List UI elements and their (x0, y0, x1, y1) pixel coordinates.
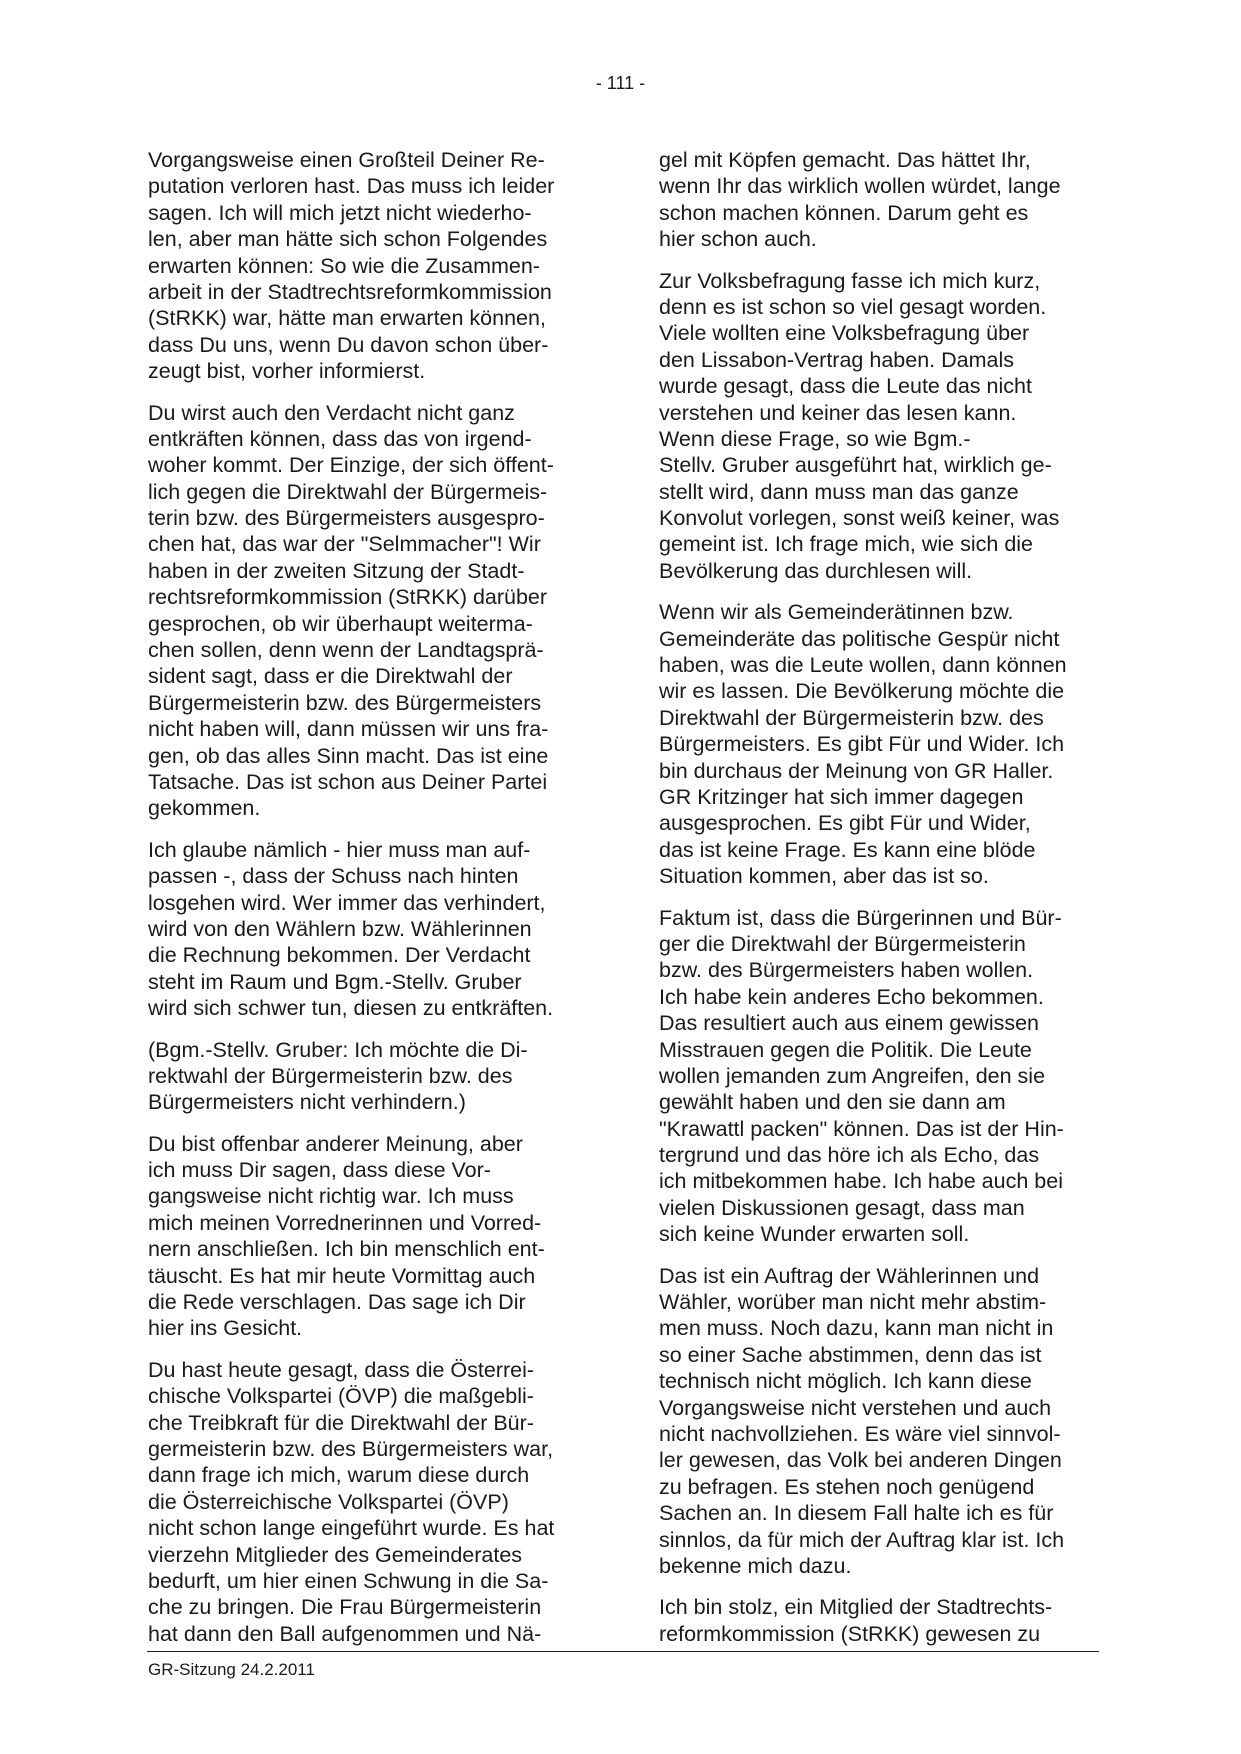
text-line: dass Du uns, wenn Du davon schon über- (148, 332, 549, 357)
text-line: Du hast heute gesagt, dass die Österrei- (148, 1357, 535, 1382)
text-line: Direktwahl der Bürgermeisterin bzw. des (659, 705, 1044, 730)
paragraph (659, 147, 1099, 253)
text-line: bedurft, um hier einen Schwung in die Sa- (148, 1568, 549, 1593)
text-line: bin durchaus der Meinung von GR Haller. (659, 758, 1054, 783)
text-line: arbeit in der Stadtrechtsreformkommission (148, 279, 552, 304)
text-line: Bürgermeisterin bzw. des Bürgermeisters (148, 690, 542, 715)
text-line: chen hat, das war der "Selmmacher"! Wir (148, 532, 541, 557)
text-line: (StRKK) war, hätte man erwarten können, (148, 306, 546, 331)
text-line: so einer Sache abstimmen, denn das ist (659, 1342, 1042, 1367)
text-line: chische Volkspartei (ÖVP) die maßgebli- (148, 1384, 534, 1409)
text-line: wir es lassen. Die Bevölkerung möchte die (659, 679, 1065, 704)
text-line: den Lissabon-Vertrag haben. Damals (659, 347, 1014, 372)
text-line: ger die Direktwahl der Bürgermeisterin (659, 931, 1026, 956)
paragraph (148, 400, 588, 822)
text-line: ich mitbekommen habe. Ich habe auch bei (659, 1169, 1063, 1194)
text-line: che zu bringen. Die Frau Bürgermeisterin (148, 1595, 542, 1620)
text-line: Stellv. Gruber ausgeführt hat, wirklich ge- (659, 453, 1052, 478)
text-line: gangsweise nicht richtig war. Ich muss (148, 1184, 514, 1209)
text-line: wurde gesagt, dass die Leute das nicht (659, 374, 1032, 399)
text-line: zeugt bist, vorher informierst. (148, 359, 426, 384)
paragraph (148, 1037, 588, 1116)
text-line: Konvolut vorlegen, sonst weiß keiner, was (659, 506, 1060, 531)
text-line: gewählt haben und den sie dann am (659, 1090, 1006, 1115)
text-line: rechtsreformkommission (StRKK) darüber (148, 585, 548, 610)
paragraph (659, 1594, 1099, 1647)
text-line: Tatsache. Das ist schon aus Deiner Partei (148, 769, 548, 794)
text-line: sident sagt, dass er die Direktwahl der (148, 664, 513, 689)
text-line: wird sich schwer tun, diesen zu entkräften. (148, 996, 554, 1021)
text-line: Gemeinderäte das politische Gespür nicht (659, 626, 1060, 651)
text-line: reformkommission (StRKK) gewesen zu (659, 1621, 1041, 1646)
text-line: Bevölkerung das durchlesen will. (659, 558, 973, 583)
text-line: Bürgermeisters nicht verhindern.) (148, 1090, 466, 1115)
paragraph (659, 268, 1099, 585)
text-line: bekenne mich dazu. (659, 1553, 852, 1578)
text-line: gemeint ist. Ich frage mich, wie sich die (659, 532, 1034, 557)
text-line: vierzehn Mitglieder des Gemeinderates (148, 1542, 523, 1567)
text-line: rektwahl der Bürgermeisterin bzw. des (148, 1063, 513, 1088)
text-line: mich meinen Vorrednerinnen und Vorred- (148, 1210, 542, 1235)
paragraph (148, 1131, 588, 1342)
text-line: Bürgermeisters. Es gibt Für und Wider. Ich (659, 732, 1065, 757)
text-line: germeisterin bzw. des Bürgermeisters war, (148, 1436, 554, 1461)
footer-divider (147, 1651, 1099, 1652)
text-line: lich gegen die Direktwahl der Bürgermeis- (148, 479, 548, 504)
text-line: Wähler, worüber man nicht mehr abstim- (659, 1290, 1047, 1315)
text-line: hat dann den Ball aufgenommen und Nä- (148, 1621, 542, 1646)
text-line: passen -, dass der Schuss nach hinten (148, 864, 519, 889)
text-line: "Krawattl packen" können. Das ist der Hin- (659, 1116, 1064, 1141)
text-line: (Bgm.-Stellv. Gruber: Ich möchte die Di- (148, 1037, 528, 1062)
text-line: Viele wollten eine Volksbefragung über (659, 321, 1030, 346)
text-line: che Treibkraft für die Direktwahl der Bür- (148, 1410, 534, 1435)
paragraph (148, 1357, 588, 1647)
paragraph (659, 599, 1099, 889)
paragraph (659, 1263, 1099, 1580)
text-line: haben in der zweiten Sitzung der Stadt- (148, 558, 525, 583)
text-line: steht im Raum und Bgm.-Stellv. Gruber (148, 969, 522, 994)
text-line: ler gewesen, das Volk bei anderen Dingen (659, 1448, 1062, 1473)
text-line: tergrund und das höre ich als Echo, das (659, 1143, 1040, 1168)
text-line: nicht schon lange eingeführt wurde. Es hat (148, 1516, 555, 1541)
text-line: nicht nachvollziehen. Es wäre viel sinnvol- (659, 1421, 1061, 1446)
text-line: Ich bin stolz, ein Mitglied der Stadtrechts- (659, 1595, 1053, 1620)
text-line: denn es ist schon so viel gesagt worden. (659, 294, 1047, 319)
text-line: hier schon auch. (659, 227, 817, 252)
text-line: terin bzw. des Bürgermeisters ausgespro- (148, 506, 545, 531)
text-line: Ich habe kein anderes Echo bekommen. (659, 984, 1044, 1009)
text-line: ich muss Dir sagen, dass diese Vor- (148, 1158, 491, 1183)
text-line: men muss. Noch dazu, kann man nicht in (659, 1316, 1054, 1341)
text-line: erwarten können: So wie die Zusammen- (148, 253, 540, 278)
text-line: Du bist offenbar anderer Meinung, aber (148, 1131, 523, 1156)
text-line: bzw. des Bürgermeisters haben wollen. (659, 958, 1034, 983)
text-line: gen, ob das alles Sinn macht. Das ist eine (148, 743, 549, 768)
text-line: schon machen können. Darum geht es (659, 200, 1029, 225)
right-text-column (659, 147, 1099, 1662)
text-line: die Österreichische Volkspartei (ÖVP) (148, 1489, 509, 1514)
text-line: nicht haben will, dann müssen wir uns fra- (148, 717, 549, 742)
text-line: GR Kritzinger hat sich immer dagegen (659, 784, 1024, 809)
text-line: sagen. Ich will mich jetzt nicht wiederho- (148, 200, 532, 225)
text-line: Vorgangsweise nicht verstehen und auch (659, 1395, 1052, 1420)
page-number: - 111 - (595, 73, 646, 93)
text-line: die Rechnung bekommen. Der Verdacht (148, 943, 531, 968)
text-line: gel mit Köpfen gemacht. Das hättet Ihr, (659, 148, 1031, 172)
text-line: Das resultiert auch aus einem gewissen (659, 1011, 1040, 1036)
left-text-column (148, 147, 588, 1662)
text-line: dann frage ich mich, warum diese durch (148, 1463, 530, 1488)
paragraph (148, 837, 588, 1022)
text-line: Sachen an. In diesem Fall halte ich es für (659, 1501, 1054, 1526)
paragraph (659, 905, 1099, 1248)
text-line: gesprochen, ob wir überhaupt weiterma- (148, 611, 533, 636)
text-line: putation verloren hast. Das muss ich leider (148, 174, 555, 199)
text-line: Zur Volksbefragung fasse ich mich kurz, (659, 268, 1041, 293)
text-line: len, aber man hätte sich schon Folgendes (148, 227, 548, 252)
text-line: Du wirst auch den Verdacht nicht ganz (148, 400, 515, 425)
text-line: die Rede verschlagen. Das sage ich Dir (148, 1290, 526, 1315)
text-line: haben, was die Leute wollen, dann können (659, 653, 1067, 678)
text-line: wird von den Wählern bzw. Wählerinnen (148, 916, 532, 941)
text-line: technisch nicht möglich. Ich kann diese (659, 1369, 1032, 1394)
text-line: zu befragen. Es stehen noch genügend (659, 1474, 1035, 1499)
text-line: stellt wird, dann muss man das ganze (659, 479, 1019, 504)
text-line: Misstrauen gegen die Politik. Die Leute (659, 1037, 1032, 1062)
text-line: Wenn wir als Gemeinderätinnen bzw. (659, 600, 1014, 625)
text-line: woher kommt. Der Einzige, der sich öffent- (148, 453, 554, 478)
text-line: Vorgangsweise einen Großteil Deiner Re- (148, 148, 545, 172)
footer-session-date: GR-Sitzung 24.2.2011 (148, 1660, 315, 1679)
text-line: hier ins Gesicht. (148, 1316, 303, 1341)
text-line: Wenn diese Frage, so wie Bgm.- (659, 426, 971, 451)
text-line: chen sollen, denn wenn der Landtagsprä- (148, 638, 544, 663)
paragraph (148, 147, 588, 385)
text-line: Das ist ein Auftrag der Wählerinnen und (659, 1263, 1040, 1288)
text-line: Ich glaube nämlich - hier muss man auf- (148, 837, 531, 862)
text-line: täuscht. Es hat mir heute Vormittag auch (148, 1263, 536, 1288)
text-line: Faktum ist, dass die Bürgerinnen und Bür- (659, 905, 1062, 930)
text-line: das ist keine Frage. Es kann eine blöde (659, 837, 1036, 862)
text-line: vielen Diskussionen gesagt, dass man (659, 1195, 1025, 1220)
text-line: entkräften können, dass das von irgend- (148, 426, 532, 451)
text-line: sich keine Wunder erwarten soll. (659, 1222, 970, 1247)
text-line: sinnlos, da für mich der Auftrag klar ist. Ich (659, 1527, 1065, 1552)
text-line: wenn Ihr das wirklich wollen würdet, lange (659, 174, 1061, 199)
text-line: verstehen und keiner das lesen kann. (659, 400, 1017, 425)
text-line: ausgesprochen. Es gibt Für und Wider, (659, 811, 1031, 836)
text-line: Situation kommen, aber das ist so. (659, 864, 989, 889)
text-line: losgehen wird. Wer immer das verhindert, (148, 890, 546, 915)
text-line: nern anschließen. Ich bin menschlich ent- (148, 1237, 545, 1262)
text-line: gekommen. (148, 796, 261, 821)
text-line: wollen jemanden zum Angreifen, den sie (659, 1063, 1046, 1088)
